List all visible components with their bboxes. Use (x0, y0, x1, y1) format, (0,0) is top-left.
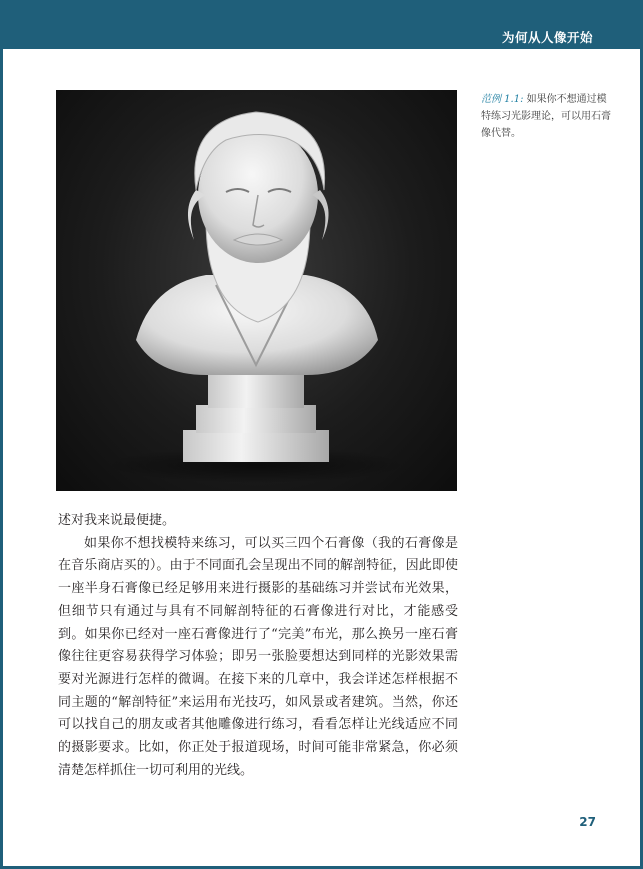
body-text (58, 510, 458, 782)
figure-caption (481, 91, 611, 142)
chapter-header-bar (0, 0, 643, 49)
plaster-bust-photo (56, 90, 457, 491)
figure-caption-label: 范例 1.1: (481, 94, 524, 105)
body-paragraph: 述对我来说最便捷。 (58, 513, 176, 528)
page-number: 27 (579, 815, 596, 829)
body-paragraph: 如果你不想找模特来练习，可以买三四个石膏像（我的石膏像是在音乐商店买的）。由于不同面孔会呈现出不同的解剖特征，因此即使一座半身石膏像已经足够用来进行摄影的基础练习并尝试布光效果，但细节只有通过与具有不同解剖特征的石膏像进行对比，才能感受到。如果你已经对一座石膏像进行了“完美”布光，那么换另一座石膏像往往更容易获得学习体验；即另一张脸要想达到同样的光影效果需要对光源进行怎样的微调。在接下来的几章中，我会详述怎样根据不同主题的“解剖特征”来运用布光技巧，如风景或者建筑。当然，你还可以找自己的朋友或者其他雕像进行练习，看看怎样让光线适应不同的摄影要求。比如，你正处于报道现场，时间可能非常紧急，你必须清楚怎样抓住一切可利用的光线。 (58, 535, 458, 778)
plaster-bust-illustration (56, 90, 457, 491)
figure-caption-text: 如果你不想通过模特练习光影理论，可以用石膏像代替。 (481, 94, 611, 139)
chapter-title: 为何从人像开始 (501, 30, 593, 45)
